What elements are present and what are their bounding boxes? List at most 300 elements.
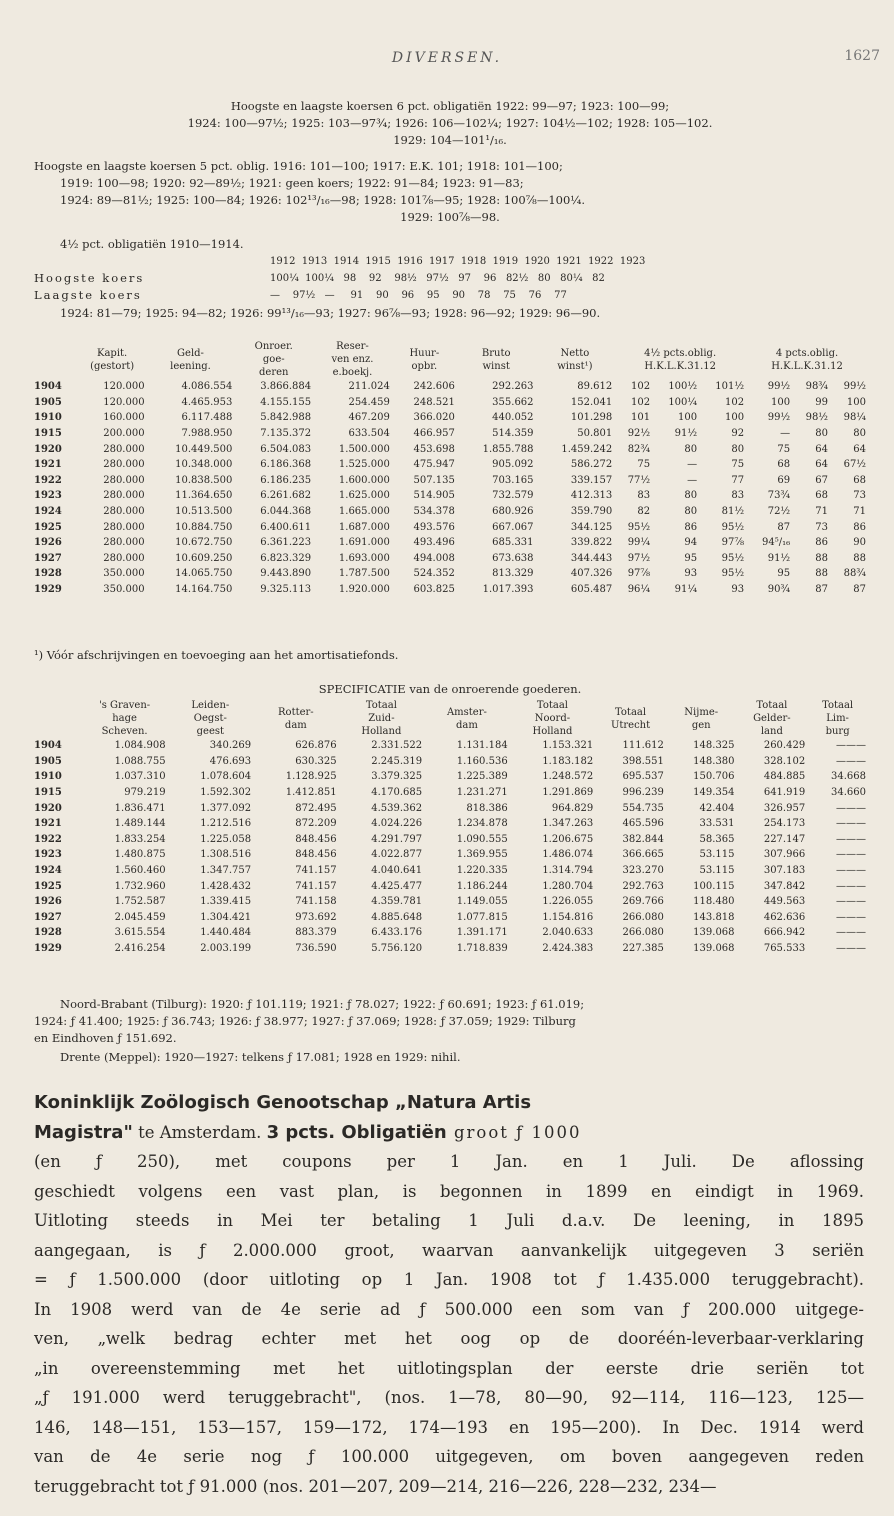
spec-cell: 2.003.199 xyxy=(200,943,252,955)
spec-cell: 5.756.120 xyxy=(371,943,423,955)
main-cell: 100¼ xyxy=(668,396,698,408)
main-cell: 248.521 xyxy=(413,396,455,408)
running-title: DIVERSEN. xyxy=(391,50,503,66)
main-cell: 467.209 xyxy=(348,412,390,424)
main-cell: 97⅞ xyxy=(627,568,651,580)
spec-cell: 1.128.925 xyxy=(285,771,337,783)
main-cell: 732.579 xyxy=(492,490,534,502)
main-cell: 1.500.000 xyxy=(338,443,390,455)
article-line: „ƒ 191.000 werd teruggebracht", (nos. 1—78, 80—90, 92—114, 116—123, 125— xyxy=(34,1388,864,1407)
spec-cell: 1.154.816 xyxy=(542,911,594,923)
spec-cell: 1.149.055 xyxy=(456,896,508,908)
article-line: „in overeenstemming met het uitlotingsplan der eerste drie seriën tot xyxy=(34,1358,864,1378)
spec-cell: 1.220.335 xyxy=(456,865,508,877)
main-header-1: Kapit. (gestort) xyxy=(90,347,135,372)
spec-cell: 33.531 xyxy=(699,818,735,830)
spec-cell: 227.385 xyxy=(622,943,664,955)
spec-cell: 1.391.171 xyxy=(456,927,508,939)
main-cell: 1929 xyxy=(34,584,62,596)
nb-line2: 1924: ƒ 41.400; 1925: ƒ 36.743; 1926: ƒ 38.977; 1927: ƒ 37.069; 1928: ƒ 37.059; 1929: Tilburg xyxy=(34,1014,576,1028)
spec-cell: 1.440.484 xyxy=(200,927,252,939)
spec-cell: 465.596 xyxy=(622,818,664,830)
spec-cell: 1.428.432 xyxy=(200,880,252,892)
spec-cell: 626.876 xyxy=(295,740,337,752)
main-cell: 94⁵/₁₆ xyxy=(762,537,791,549)
main-cell: 87 xyxy=(815,584,828,596)
spec-cell: 2.331.522 xyxy=(371,740,423,752)
main-cell: 86 xyxy=(684,521,698,533)
spec-cell: 973.692 xyxy=(295,911,337,923)
spec-cell: 484.885 xyxy=(763,771,806,783)
spec-cell: 883.379 xyxy=(295,927,337,939)
spec-row xyxy=(32,816,868,832)
spec-cell: 227.147 xyxy=(763,833,806,845)
spec-cell: 139.068 xyxy=(693,943,735,955)
spec-cell: 1.183.182 xyxy=(542,755,594,767)
main-cell: 1.525.000 xyxy=(338,459,390,471)
main-cell: — xyxy=(780,428,791,440)
main-cell: 440.052 xyxy=(492,412,534,424)
spec-cell: 328.102 xyxy=(763,755,806,767)
main-cell: 99 xyxy=(815,396,828,408)
main-cell: 344.125 xyxy=(570,521,613,533)
spec-row xyxy=(32,832,868,848)
spec-row xyxy=(32,754,868,770)
spec-cell: 4.024.226 xyxy=(371,818,423,830)
main-cell: 96¼ xyxy=(627,584,651,596)
spec-cell: 1.088.755 xyxy=(114,755,166,767)
spec-cell: 1.206.675 xyxy=(542,833,594,845)
main-cell: 605.487 xyxy=(570,584,613,596)
main-cell: 6.261.682 xyxy=(260,490,312,502)
main-cell: 81½ xyxy=(721,506,745,518)
main-cell: 100 xyxy=(724,412,745,424)
spec-cell: 1.280.704 xyxy=(542,880,594,892)
main-cell: 1.920.000 xyxy=(338,584,390,596)
spec-cell: 1.560.460 xyxy=(114,865,166,877)
spec-cell: 996.239 xyxy=(622,787,664,799)
main-cell: 98½ xyxy=(805,412,828,424)
spec-cell: 347.842 xyxy=(763,880,806,892)
spec-cell: 1926 xyxy=(34,896,62,908)
main-cell: 514.905 xyxy=(413,490,455,502)
main-cell: 99½ xyxy=(767,381,791,393)
spec-header-2: Leiden- Oegst- geest xyxy=(191,700,230,737)
main-header-0 xyxy=(32,340,78,379)
main-row xyxy=(32,426,868,442)
main-cell: 68 xyxy=(815,490,828,502)
main-cell: 1904 xyxy=(34,381,62,393)
obl45-years: 1912 1913 1914 1915 1916 1917 1918 1919 1920 1921 1922 1923 xyxy=(270,256,646,267)
spec-cell: 1.718.839 xyxy=(456,943,508,955)
spec-cell: 1.231.271 xyxy=(456,787,508,799)
main-cell: 6.400.611 xyxy=(260,521,312,533)
obl6-line3: 1929: 104—101¹/₁₆. xyxy=(393,133,507,147)
spec-cell: 1.347.757 xyxy=(200,865,252,877)
spec-cell: 4.291.797 xyxy=(371,833,423,845)
spec-row xyxy=(32,769,868,785)
article-heading-bond: 3 pcts. Obligatiën xyxy=(266,1121,447,1143)
main-cell: 95½ xyxy=(627,521,651,533)
spec-cell: 1.369.955 xyxy=(456,849,508,861)
main-cell: 102 xyxy=(724,396,745,408)
spec-cell: 641.919 xyxy=(763,787,806,799)
spec-row xyxy=(32,894,868,910)
spec-cell: 254.173 xyxy=(763,818,806,830)
spec-cell: 1.304.421 xyxy=(200,911,252,923)
main-header-7: Netto winst¹) xyxy=(557,347,593,372)
spec-cell: 266.080 xyxy=(622,911,664,923)
spec-cell: 1.732.960 xyxy=(114,880,166,892)
spec-cell: 1.186.244 xyxy=(456,880,508,892)
main-cell: 10.884.750 xyxy=(175,521,233,533)
spec-cell: 1.037.310 xyxy=(114,771,166,783)
main-cell: 100 xyxy=(846,396,866,408)
main-row xyxy=(32,457,868,473)
article-heading-location: te Amsterdam. xyxy=(132,1122,267,1142)
nb-line3: en Eindhoven ƒ 151.692. xyxy=(34,1031,177,1045)
main-cell: 100 xyxy=(771,396,791,408)
spec-cell: 1915 xyxy=(34,787,62,799)
main-cell: 1928 xyxy=(34,568,62,580)
spec-cell: 765.533 xyxy=(763,943,806,955)
spec-cell: 449.563 xyxy=(763,896,806,908)
main-cell: 813.329 xyxy=(492,568,534,580)
main-cell: 6.823.329 xyxy=(260,552,312,564)
spec-cell: 398.551 xyxy=(622,755,664,767)
main-cell: 4.086.554 xyxy=(181,381,233,393)
spec-cell: 4.022.877 xyxy=(371,849,423,861)
spec-cell: ——— xyxy=(836,896,866,908)
main-cell: 68 xyxy=(853,474,866,486)
main-cell: 680.926 xyxy=(492,506,534,518)
spec-header-9: Totaal Gelder- land xyxy=(753,700,791,737)
main-row xyxy=(32,504,868,520)
spec-cell: ——— xyxy=(836,833,866,845)
main-cell: 152.041 xyxy=(570,396,613,408)
main-cell: 6.361.223 xyxy=(260,537,312,549)
spec-cell: 1.153.321 xyxy=(542,740,594,752)
article-line: van de 4e serie nog ƒ 100.000 uitgegeven, om boven aangegeven reden xyxy=(34,1447,864,1466)
main-header-5: Huur- opbr. xyxy=(409,347,440,372)
spec-cell: 1.225.389 xyxy=(456,771,508,783)
spec-cell: 58.365 xyxy=(699,833,735,845)
spec-cell: ——— xyxy=(836,880,866,892)
main-cell: 86 xyxy=(853,521,866,533)
obl45-high-values: 100¼ 100¼ 98 92 98½ 97½ 97 96 82½ 80 80¼ 82 xyxy=(270,273,605,284)
main-cell: 83 xyxy=(637,490,651,502)
spec-cell: 462.636 xyxy=(763,911,806,923)
article-line: 146, 148—151, 153—157, 159—172, 174—193 en 195—200). In Dec. 1914 werd xyxy=(34,1417,864,1437)
main-cell: 82¾ xyxy=(627,443,651,455)
main-cell: 100½ xyxy=(668,381,698,393)
main-cell: 10.609.250 xyxy=(175,552,233,564)
spec-header-1: 's Graven- hage Scheven. xyxy=(98,700,151,737)
main-header-9: 4 pcts.oblig. H.K.L.K.31.12 xyxy=(771,347,843,372)
spec-cell: 1921 xyxy=(34,818,62,830)
spec-row xyxy=(32,800,868,816)
main-cell: 200.000 xyxy=(103,428,145,440)
spec-cell: 818.386 xyxy=(466,802,508,814)
main-header-6: Bruto winst xyxy=(481,347,511,372)
main-row xyxy=(32,551,868,567)
main-cell: 211.024 xyxy=(348,381,390,393)
spec-row xyxy=(32,925,868,941)
obl5-line2: 1919: 100—98; 1920: 92—89½; 1921: geen koers; 1922: 91—84; 1923: 91—83; xyxy=(60,176,524,190)
main-cell: 10.348.000 xyxy=(175,459,233,471)
spec-table xyxy=(32,699,868,956)
main-cell: 90¾ xyxy=(767,584,791,596)
main-cell: 586.272 xyxy=(570,459,613,471)
main-cell: 6.186.368 xyxy=(260,459,312,471)
spec-cell: 148.380 xyxy=(693,755,735,767)
spec-cell: 53.115 xyxy=(699,865,735,877)
spec-cell: 736.590 xyxy=(295,943,337,955)
spec-cell: ——— xyxy=(836,865,866,877)
main-cell: 280.000 xyxy=(103,537,145,549)
main-cell: 72½ xyxy=(767,506,791,518)
main-cell: 101½ xyxy=(715,381,745,393)
spec-cell: 150.706 xyxy=(693,771,735,783)
spec-cell: 1.084.908 xyxy=(114,740,166,752)
main-cell: 10.672.750 xyxy=(175,537,233,549)
main-cell: 350.000 xyxy=(103,584,145,596)
spec-cell: 1.377.092 xyxy=(200,802,252,814)
main-cell: 88 xyxy=(815,568,828,580)
obl6-line2: 1924: 100—97½; 1925: 103—97¾; 1926: 106—102¼; 1927: 104½—102; 1928: 105—102. xyxy=(187,116,713,130)
main-cell: 292.263 xyxy=(492,381,534,393)
main-row xyxy=(32,519,868,535)
main-cell: 77½ xyxy=(627,474,651,486)
main-cell: 1927 xyxy=(34,552,62,564)
main-cell: 102 xyxy=(631,396,651,408)
spec-cell: 2.045.459 xyxy=(114,911,166,923)
main-cell: 1905 xyxy=(34,396,62,408)
spec-cell: 1.131.184 xyxy=(456,740,508,752)
spec-cell: 143.818 xyxy=(693,911,735,923)
spec-cell: 964.829 xyxy=(551,802,594,814)
main-cell: 475.947 xyxy=(413,459,455,471)
main-cell: 1.691.000 xyxy=(338,537,390,549)
main-cell: 75 xyxy=(731,459,745,471)
spec-cell: 1920 xyxy=(34,802,62,814)
main-cell: 494.008 xyxy=(413,552,455,564)
main-cell: 95½ xyxy=(721,521,745,533)
spec-cell: 741.158 xyxy=(295,896,337,908)
spec-cell: 1.347.263 xyxy=(542,818,594,830)
main-cell: — xyxy=(687,474,698,486)
article-heading xyxy=(34,1088,864,1147)
main-cell: 344.443 xyxy=(570,552,613,564)
main-row xyxy=(32,582,868,598)
spec-cell: 1.752.587 xyxy=(114,896,166,908)
spec-cell: 1910 xyxy=(34,771,62,783)
spec-cell: 148.325 xyxy=(693,740,735,752)
main-cell: 95 xyxy=(777,568,791,580)
spec-cell: 53.115 xyxy=(699,849,735,861)
spec-cell: 3.379.325 xyxy=(371,771,423,783)
article-heading-size: groot ƒ 1000 xyxy=(446,1122,582,1142)
spec-cell: 266.080 xyxy=(622,927,664,939)
spec-cell: 666.942 xyxy=(763,927,806,939)
main-cell: 1925 xyxy=(34,521,62,533)
main-cell: 359.790 xyxy=(570,506,613,518)
main-cell: 685.331 xyxy=(492,537,534,549)
main-cell: 603.825 xyxy=(413,584,455,596)
spec-row xyxy=(32,847,868,863)
spec-header-3: Rotter- dam xyxy=(278,706,314,731)
article-line: teruggebracht tot ƒ 91.000 (nos. 201—207, 209—214, 216—226, 228—232, 234— xyxy=(34,1476,717,1496)
spec-cell: 979.219 xyxy=(124,787,166,799)
spec-row xyxy=(32,878,868,894)
spec-row xyxy=(32,738,868,754)
spec-cell: 1.212.516 xyxy=(200,818,252,830)
main-cell: 407.326 xyxy=(570,568,613,580)
main-header-4: Reser- ven enz. e.boekj. xyxy=(331,341,374,378)
spec-cell: 1.248.572 xyxy=(542,771,594,783)
article-line: Uitloting steeds in Mei ter betaling 1 Juli d.a.v. De leening, in 1895 xyxy=(34,1211,864,1230)
main-cell: 1.665.000 xyxy=(338,506,390,518)
spec-cell: 872.495 xyxy=(295,802,337,814)
spec-cell: 4.425.477 xyxy=(371,880,423,892)
page-header xyxy=(0,50,894,74)
main-cell: 1924 xyxy=(34,506,62,518)
main-cell: 11.364.650 xyxy=(175,490,233,502)
main-table-footnote: ¹) Vóór afschrijvingen en toevoeging aan het amortisatiefonds. xyxy=(34,648,399,662)
main-cell: 71 xyxy=(853,506,866,518)
obl5-line3: 1924: 89—81½; 1925: 100—84; 1926: 102¹³/₁₆—98; 1928: 101⅞—95; 1928: 100⅞—100¼. xyxy=(60,193,586,207)
main-cell: 102 xyxy=(631,381,651,393)
main-cell: 97½ xyxy=(627,552,651,564)
main-cell: 95 xyxy=(684,552,698,564)
main-cell: 280.000 xyxy=(103,459,145,471)
main-cell: 6.117.488 xyxy=(181,412,233,424)
main-cell: 64 xyxy=(853,443,866,455)
main-cell: 339.822 xyxy=(570,537,613,549)
main-cell: 14.164.750 xyxy=(175,584,233,596)
main-cell: 1923 xyxy=(34,490,62,502)
obl45-low-label: Laagste koers xyxy=(34,288,142,302)
spec-cell: 1929 xyxy=(34,943,62,955)
main-cell: 1922 xyxy=(34,474,62,486)
main-cell: 95½ xyxy=(721,552,745,564)
main-cell: 280.000 xyxy=(103,521,145,533)
main-cell: 905.092 xyxy=(492,459,534,471)
main-cell: 1.600.000 xyxy=(338,474,390,486)
obl45-title: 4½ pct. obligatiën 1910—1914. xyxy=(60,237,244,251)
main-cell: 9.443.890 xyxy=(260,568,312,580)
main-cell: 524.352 xyxy=(413,568,455,580)
main-cell: 93 xyxy=(684,568,698,580)
main-cell: 339.157 xyxy=(570,474,613,486)
main-cell: 82 xyxy=(637,506,651,518)
spec-cell: 34.668 xyxy=(831,771,866,783)
spec-cell: ——— xyxy=(836,802,866,814)
main-cell: 92½ xyxy=(627,428,651,440)
article-line: In 1908 werd van de 4e serie ad ƒ 500.000 een som van ƒ 200.000 uitgege- xyxy=(34,1299,864,1319)
spec-cell: ——— xyxy=(836,818,866,830)
main-cell: 87 xyxy=(853,584,866,596)
main-cell: 94 xyxy=(684,537,698,549)
main-cell: 98¾ xyxy=(805,381,828,393)
main-cell: 75 xyxy=(777,443,791,455)
spec-cell: 4.885.648 xyxy=(371,911,423,923)
main-cell: 412.313 xyxy=(570,490,613,502)
main-cell: 67 xyxy=(815,474,828,486)
main-row xyxy=(32,441,868,457)
main-header-8: 4½ pcts.oblig. H.K.L.K.31.12 xyxy=(644,347,717,372)
main-cell: 5.842.988 xyxy=(260,412,312,424)
obl5-line4: 1929: 100⅞—98. xyxy=(400,210,500,224)
main-cell: 350.000 xyxy=(103,568,145,580)
article-line: (en ƒ 250), met coupons per 1 Jan. en 1 Juli. De aflossing xyxy=(34,1152,864,1171)
main-cell: 91½ xyxy=(767,552,791,564)
main-cell: 92 xyxy=(731,428,745,440)
main-cell: 101 xyxy=(631,412,651,424)
main-cell: 667.067 xyxy=(492,521,534,533)
article xyxy=(34,1088,864,1501)
main-cell: 91¼ xyxy=(674,584,698,596)
spec-cell: 4.170.685 xyxy=(371,787,423,799)
spec-cell: ——— xyxy=(836,740,866,752)
spec-row xyxy=(32,910,868,926)
spec-row xyxy=(32,941,868,957)
spec-cell: 149.354 xyxy=(693,787,735,799)
spec-cell: 848.456 xyxy=(295,849,337,861)
main-cell: 7.988.950 xyxy=(181,428,233,440)
spec-cell: 1.160.536 xyxy=(456,755,508,767)
spec-cell: 269.766 xyxy=(622,896,664,908)
spec-cell: 1.078.604 xyxy=(200,771,252,783)
financial-table xyxy=(32,340,868,597)
spec-cell: 260.429 xyxy=(763,740,806,752)
main-cell: 7.135.372 xyxy=(260,428,312,440)
spec-cell: 2.245.319 xyxy=(371,755,423,767)
spec-cell: 307.966 xyxy=(763,849,806,861)
spec-cell: 4.539.362 xyxy=(371,802,423,814)
main-cell: 75 xyxy=(637,459,651,471)
main-row xyxy=(32,473,868,489)
main-cell: 1.787.500 xyxy=(338,568,390,580)
article-heading-name: Koninklijk Zoölogisch Genootschap „Natura Artis xyxy=(34,1092,532,1113)
main-cell: 3.866.884 xyxy=(260,381,312,393)
main-cell: 1926 xyxy=(34,537,62,549)
spec-cell: 366.665 xyxy=(622,849,664,861)
main-cell: 1.625.000 xyxy=(338,490,390,502)
main-header-2: Geld- leening. xyxy=(170,347,211,372)
obl45-high-label: Hoogste koers xyxy=(34,271,145,285)
main-cell: 120.000 xyxy=(103,381,145,393)
main-cell: 254.459 xyxy=(348,396,390,408)
spec-cell: 1.480.875 xyxy=(114,849,166,861)
main-header-3: Onroer. goe- deren xyxy=(254,341,293,378)
main-cell: 99½ xyxy=(767,412,791,424)
main-cell: 1910 xyxy=(34,412,62,424)
main-cell: 80 xyxy=(731,443,745,455)
main-cell: 633.504 xyxy=(348,428,390,440)
spec-cell: 42.404 xyxy=(699,802,735,814)
main-cell: 366.020 xyxy=(413,412,455,424)
main-cell: 86 xyxy=(815,537,828,549)
spec-cell: 1.314.794 xyxy=(542,865,594,877)
main-cell: 673.638 xyxy=(492,552,534,564)
spec-cell: 2.424.383 xyxy=(542,943,594,955)
main-cell: 1.459.242 xyxy=(561,443,613,455)
spec-cell: 292.763 xyxy=(622,880,664,892)
main-cell: 4.465.953 xyxy=(181,396,233,408)
main-cell: 64 xyxy=(815,459,828,471)
main-cell: 88 xyxy=(815,552,828,564)
